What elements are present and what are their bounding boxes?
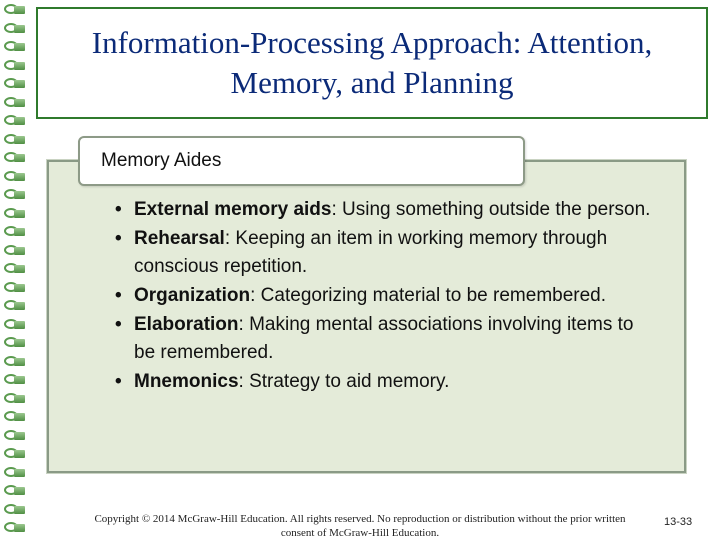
- binding-ring-icon: [4, 280, 26, 294]
- binding-ring-icon: [4, 483, 26, 497]
- title-box: [36, 7, 708, 119]
- item-text: : Strategy to aid memory.: [238, 371, 450, 392]
- binding-ring-icon: [4, 243, 26, 257]
- binding-ring-icon: [4, 2, 26, 16]
- binding-ring-icon: [4, 58, 26, 72]
- binding-ring-icon: [4, 317, 26, 331]
- item-text: : Making mental associations involving items to be remembered.: [134, 314, 634, 363]
- binding-ring-icon: [4, 520, 26, 534]
- binding-ring-icon: [4, 465, 26, 479]
- item-text: : Using something outside the person.: [331, 199, 651, 220]
- binding-ring-icon: [4, 206, 26, 220]
- list-item: [115, 311, 655, 367]
- list-item: [115, 225, 655, 281]
- binding-ring-icon: [4, 76, 26, 90]
- binding-ring-icon: [4, 150, 26, 164]
- binding-ring-icon: [4, 39, 26, 53]
- bullet-marker: •: [115, 371, 122, 392]
- spiral-binding-icon: [0, 0, 28, 540]
- item-term: External memory aids: [134, 199, 332, 220]
- bullet-marker: •: [115, 199, 122, 220]
- binding-ring-icon: [4, 335, 26, 349]
- list-item: [115, 196, 655, 224]
- binding-ring-icon: [4, 354, 26, 368]
- bullet-marker: •: [115, 285, 122, 306]
- binding-ring-icon: [4, 446, 26, 460]
- binding-ring-icon: [4, 428, 26, 442]
- page-number: 13-33: [664, 516, 693, 528]
- list-item: [115, 368, 655, 396]
- binding-ring-icon: [4, 21, 26, 35]
- item-text: : Categorizing material to be remembered.: [250, 285, 607, 306]
- item-term: Rehearsal: [134, 228, 225, 249]
- bullet-list: [115, 196, 655, 397]
- binding-ring-icon: [4, 502, 26, 516]
- binding-ring-icon: [4, 95, 26, 109]
- bullet-marker: •: [115, 228, 122, 249]
- binding-ring-icon: [4, 187, 26, 201]
- panel-header: Memory Aides: [78, 136, 525, 186]
- item-term: Elaboration: [134, 314, 239, 335]
- binding-ring-icon: [4, 132, 26, 146]
- binding-ring-icon: [4, 169, 26, 183]
- binding-ring-icon: [4, 391, 26, 405]
- bullet-marker: •: [115, 314, 122, 335]
- item-term: Organization: [134, 285, 251, 306]
- binding-ring-icon: [4, 261, 26, 275]
- binding-ring-icon: [4, 113, 26, 127]
- item-term: Mnemonics: [134, 371, 239, 392]
- slide-title: Information-Processing Approach: Attention, Memory, and Planning: [91, 25, 653, 100]
- binding-ring-icon: [4, 224, 26, 238]
- binding-ring-icon: [4, 409, 26, 423]
- binding-ring-icon: [4, 298, 26, 312]
- list-item: [115, 282, 655, 310]
- item-text: : Keeping an item in working memory through conscious repetition.: [134, 228, 608, 277]
- copyright-notice: Copyright © 2014 McGraw-Hill Education. All rights reserved. No reproduction or distribution without the prior written consent of McGraw-Hill Education.: [94, 513, 626, 539]
- binding-ring-icon: [4, 372, 26, 386]
